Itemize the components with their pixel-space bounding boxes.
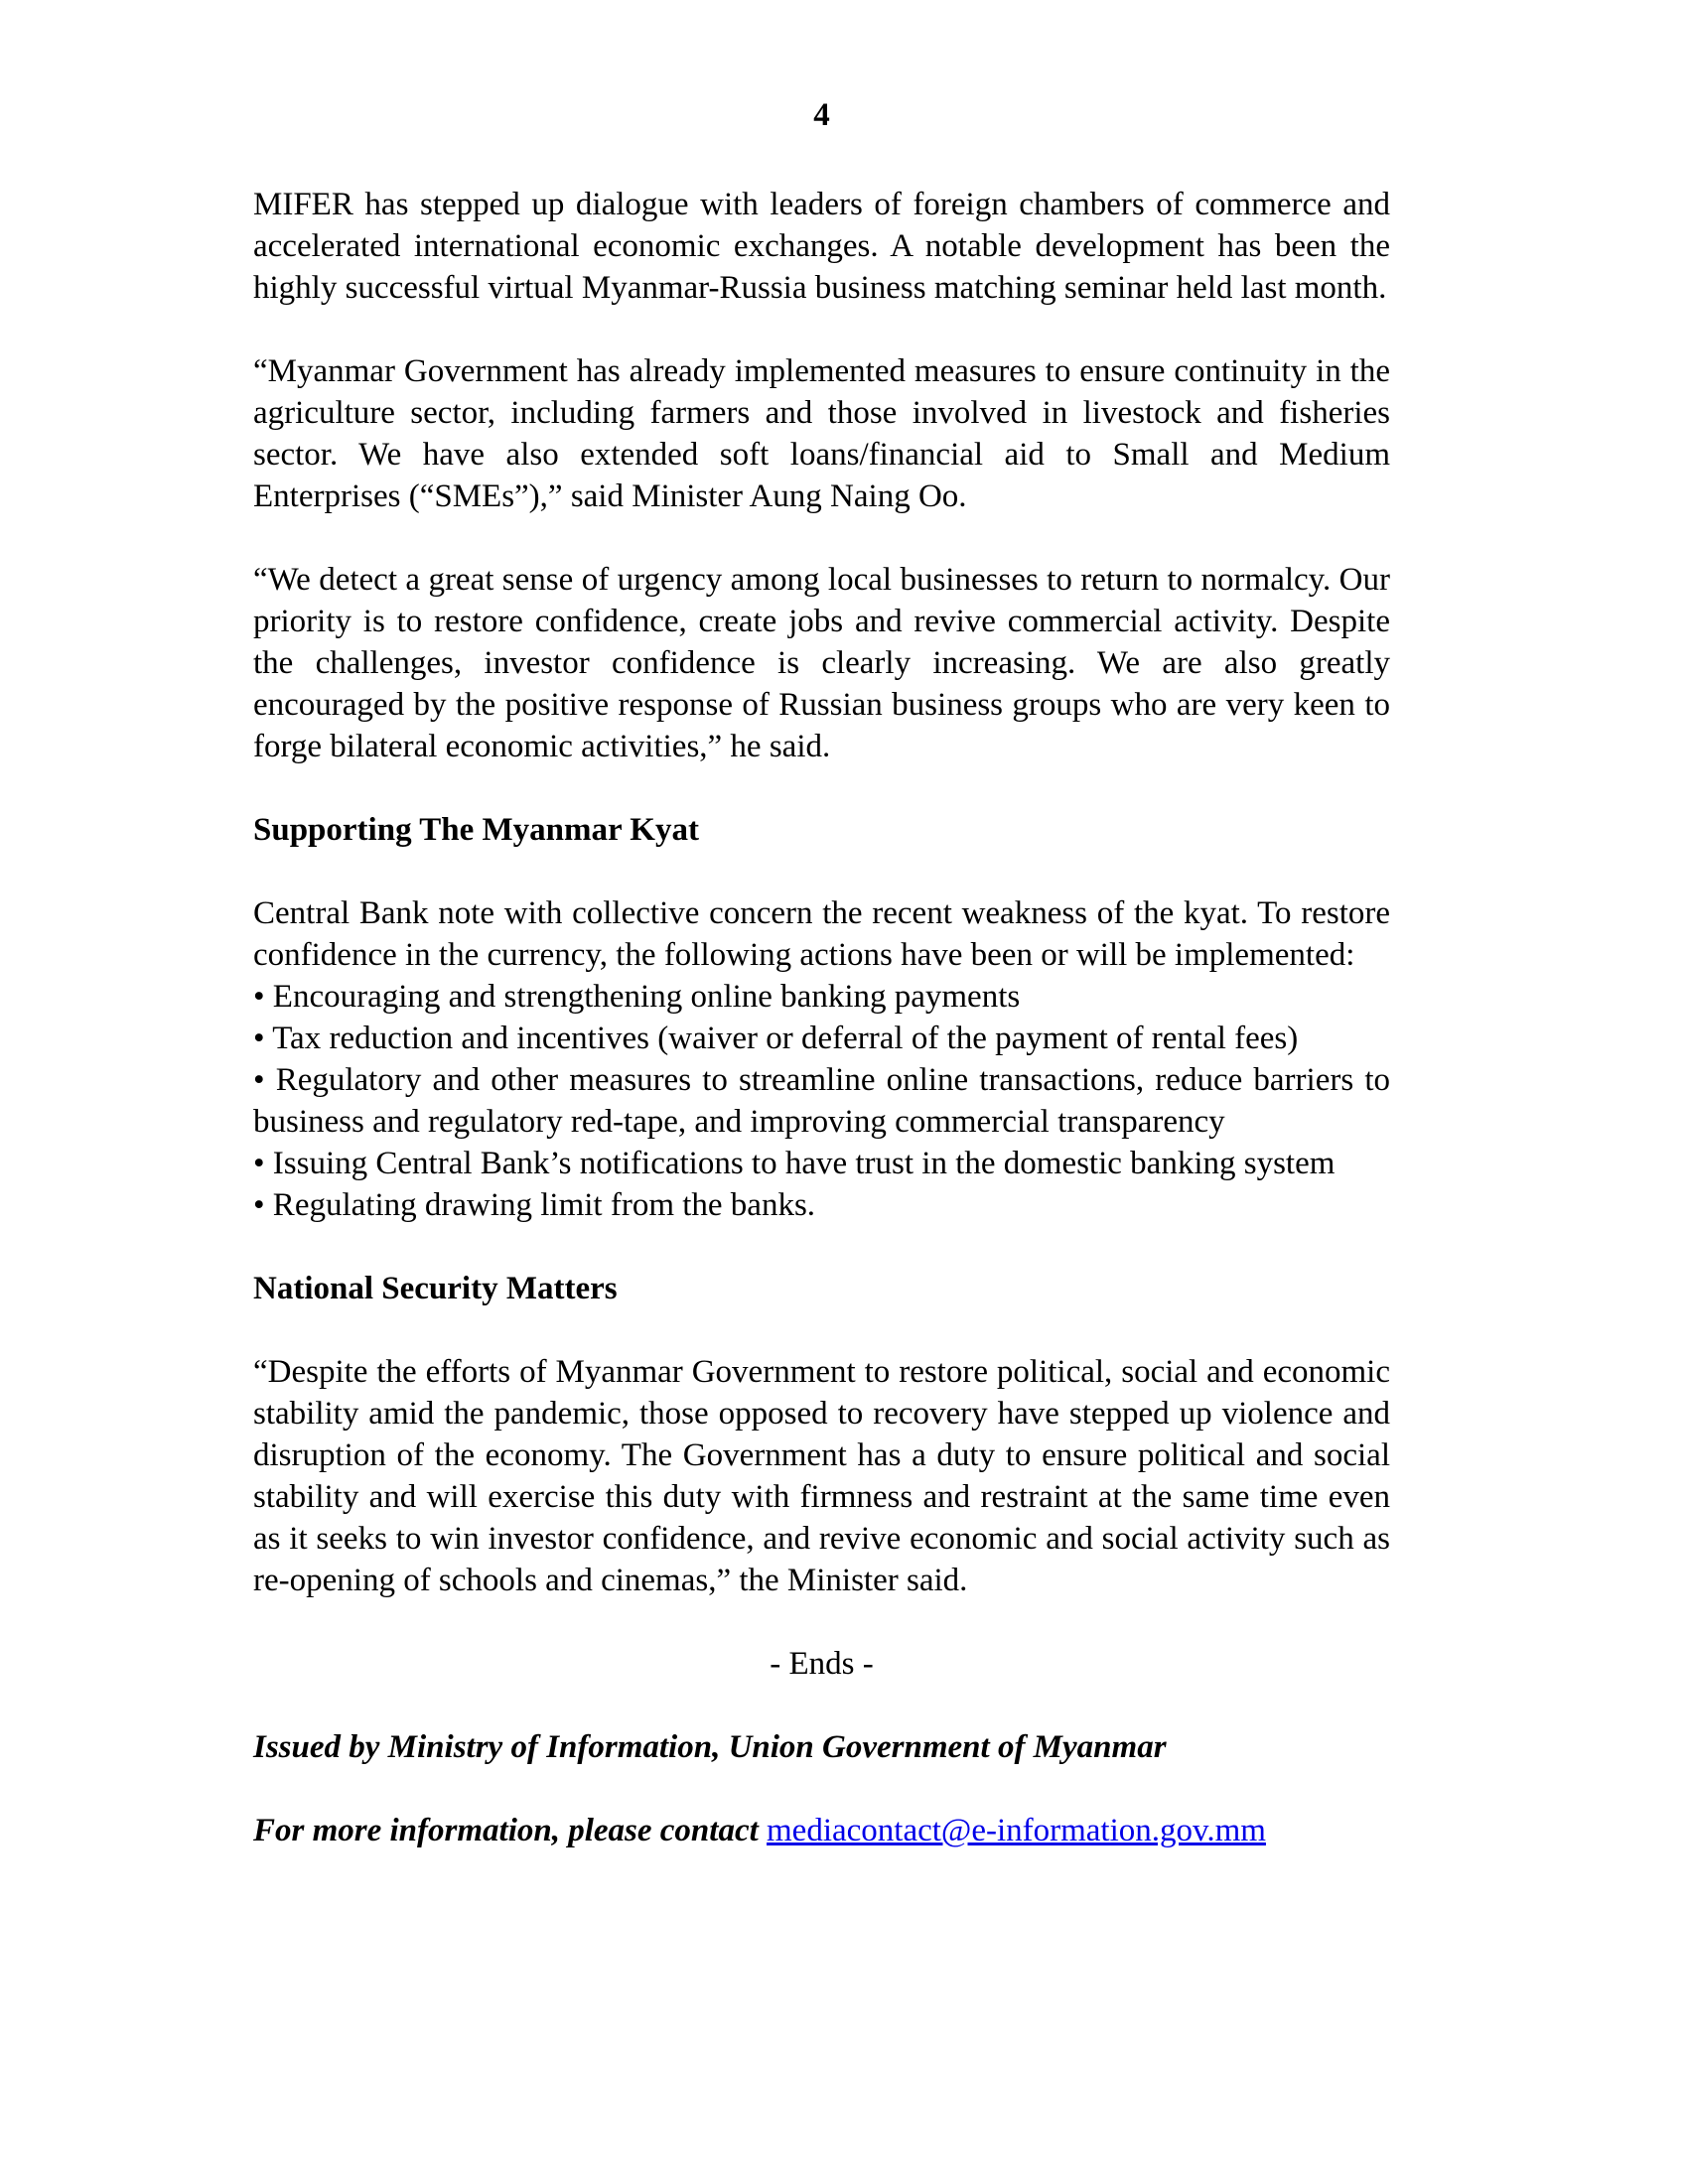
page-number: 4 (813, 97, 830, 133)
paragraph-central-bank: Central Bank note with collective concern the recent weakness of the kyat. To restore confidence in the currency, the following actions have been or will be implemented: (253, 895, 1390, 973)
bullet-item-tax-reduction: • Tax reduction and incentives (waiver or deferral of the payment of rental fees) (253, 1021, 1299, 1056)
paragraph-urgency-quote: “We detect a great sense of urgency among local businesses to return to normalcy. Our priority is to restore confidence, create jobs and revive commercial activity. Despite the challenges, investor confidence is clearly increasing. We are also greatly encouraged by the positive response of Russian business groups who are very keen to forge bilateral economic activities,” he said. (253, 562, 1390, 764)
bullet-item-regulatory-measures: • Regulatory and other measures to streamline online transactions, reduce barriers to business and regulatory red-tape, and improving commercial transparency (253, 1062, 1390, 1140)
issued-by-line: Issued by Ministry of Information, Union Government of Myanmar (253, 1729, 1167, 1765)
ends-marker: - Ends - (770, 1646, 874, 1682)
paragraph-national-security: “Despite the efforts of Myanmar Government to restore political, social and economic stability amid the pandemic, those opposed to recovery have stepped up violence and disruption of the economy. The Government has a duty to ensure political and social stability and will exercise this duty with firmness and restraint at the same time even as it seeks to win investor confidence, and revive economic and social activity such as re-opening of schools and cinemas,” the Minister said. (253, 1354, 1390, 1598)
bullet-item-online-banking: • Encouraging and strengthening online banking payments (253, 979, 1021, 1015)
paragraph-mifer-dialogue: MIFER has stepped up dialogue with leaders of foreign chambers of commerce and accelerated international economic exchanges. A notable development has been the highly successful virtual Myanmar-Russia business matching seminar held last month. (253, 187, 1390, 306)
bullet-item-drawing-limit: • Regulating drawing limit from the banks. (253, 1187, 816, 1223)
contact-line (253, 1810, 1390, 1851)
paragraph-government-measures: “Myanmar Government has already implemented measures to ensure continuity in the agriculture sector, including farmers and those involved in livestock and fisheries sector. We have also extended soft loans/financial aid to Small and Medium Enterprises (“SMEs”),” said Minister Aung Naing Oo. (253, 353, 1390, 514)
section-heading-national-security: National Security Matters (253, 1271, 618, 1306)
contact-prefix-text: For more information, please contact (253, 1813, 759, 1848)
bullet-item-central-bank-notifications: • Issuing Central Bank’s notifications to have trust in the domestic banking system (253, 1146, 1336, 1181)
section-heading-supporting-kyat: Supporting The Myanmar Kyat (253, 812, 699, 848)
contact-email-link[interactable]: mediacontact@e-information.gov.mm (767, 1813, 1266, 1848)
